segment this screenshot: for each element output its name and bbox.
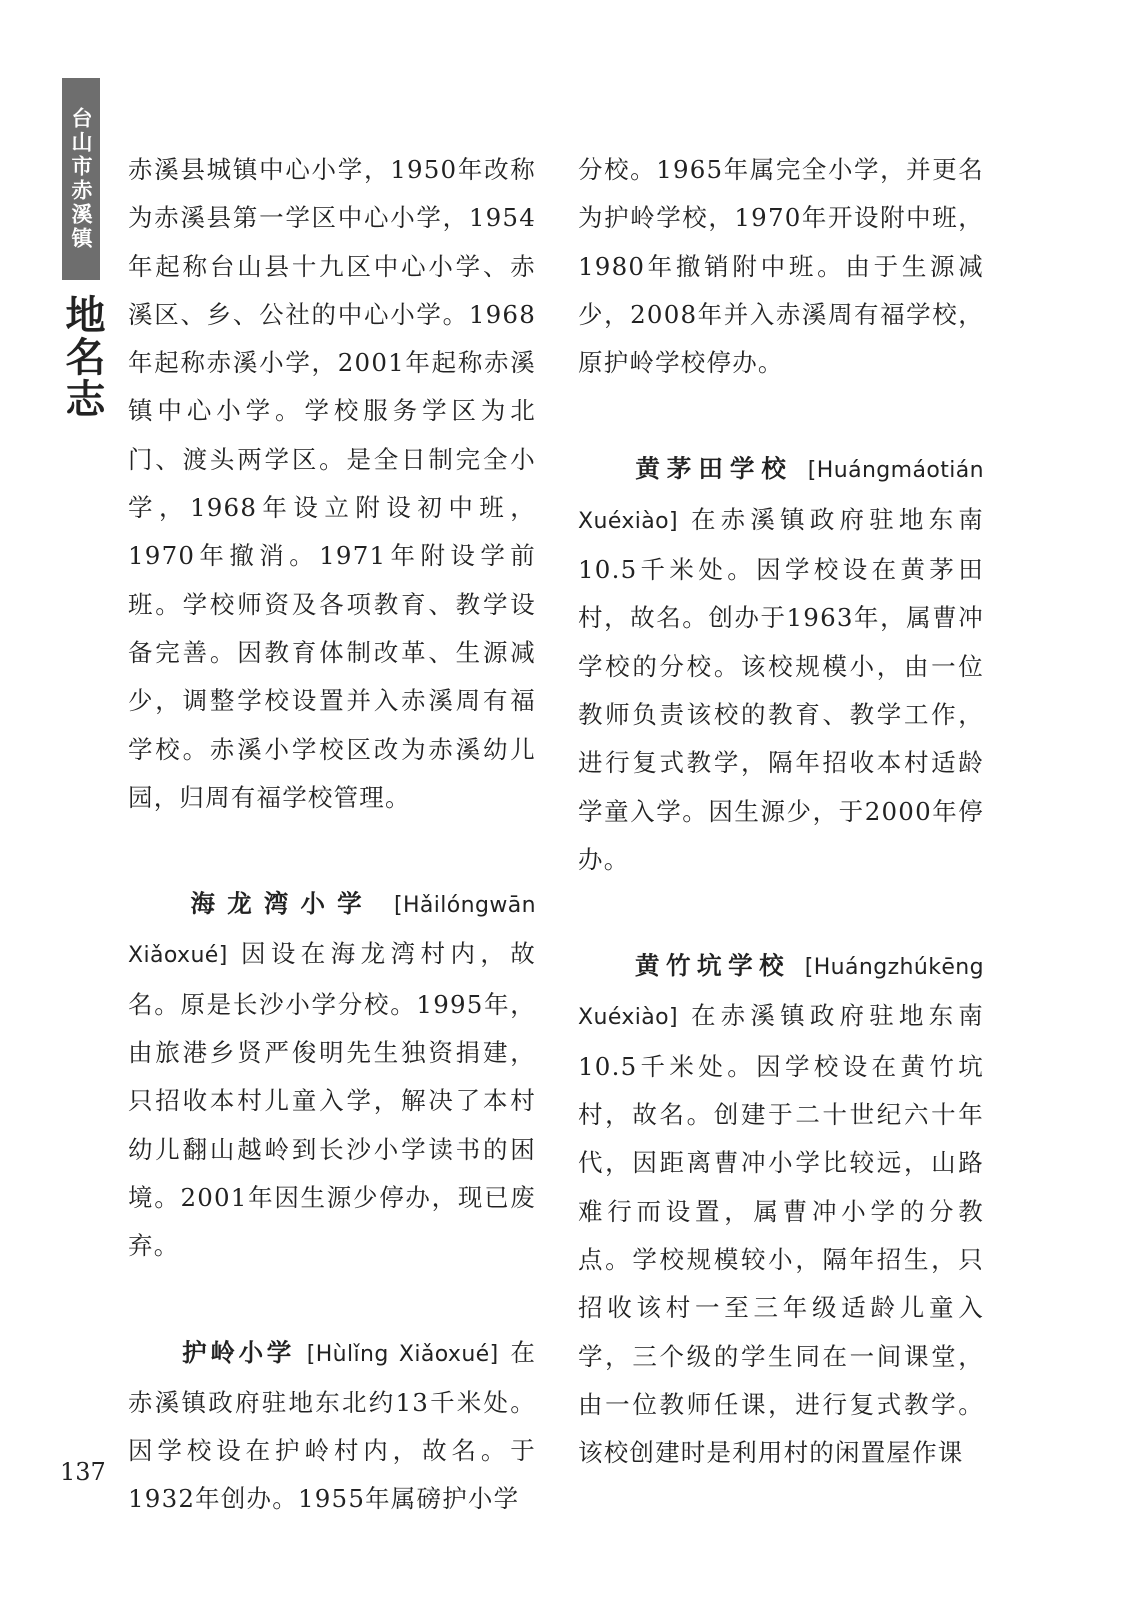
entry-pinyin: [Huángmáotián Xuéxiào] <box>578 458 984 534</box>
entry-text: 在赤溪镇政府驻地东南10.5千米处。因学校设在黄竹坑村，故名。创建于二十世纪六十年代，因距离曹冲小学比较远，山路难行而设置，属曹冲小学的分教点。学校规模较小，隔年招生，只招收该村一至三年级适龄儿童入学，三个级的学生同在一间课堂，由一位教师任课，进行复式教学。该校创建时是利用村的闲置屋作课 <box>578 1001 985 1468</box>
entry-text: 因设在海龙湾村内，故名。原是长沙小学分校。1995年，由旅港乡贤严俊明先生独资捐建，只招收本村儿童入学，解决了本村幼儿翻山越岭到长沙小学读书的困境。2001年因生源少停办，现已废弃。 <box>128 939 536 1261</box>
right-column <box>578 146 984 1477</box>
section-tab: 台山市赤溪镇 <box>62 78 100 280</box>
entry-pinyin: [Huángzhúkēng Xuéxiào] <box>578 955 985 1031</box>
entry-pinyin: [Hùlǐng Xiǎoxué] <box>306 1341 499 1367</box>
left-column <box>128 146 536 1524</box>
entry-huangmaotian <box>578 445 984 884</box>
entry-huling <box>128 1329 536 1524</box>
paragraph-continued: 赤溪县城镇中心小学，1950年改称为赤溪县第一学区中心小学，1954年起称台山县十九区中心小学、赤溪区、乡、公社的中心小学。1968年起称赤溪小学，2001年起称赤溪镇中心小学。学校服务学区为北门、渡头两学区。是全日制完全小学，1968年设立附设初中班，1970年撤消。1971年附设学前班。学校师资及各项教育、教学设备完善。因教育体制改革、生源减少，调整学校设置并入赤溪周有福学校。赤溪小学校区改为赤溪幼儿园，归周有福学校管理。 <box>128 155 536 812</box>
page-number: 137 <box>60 1458 106 1486</box>
entry-hailongwan <box>128 880 536 1270</box>
entry-title: 海龙湾小学 <box>179 889 374 919</box>
entry-text: 在赤溪镇政府驻地东北约13千米处。因学校设在护岭村内，故名。于1932年创办。1955年属磅护小学 <box>128 1337 537 1514</box>
entry-huangzhukeng <box>578 942 984 1477</box>
entry-title: 黄竹坑学校 <box>629 951 791 981</box>
entry-pinyin: [Hǎilóngwān Xiǎoxué] <box>128 893 536 969</box>
entry-text: 在赤溪镇政府驻地东南10.5千米处。因学校设在黄茅田村，故名。创办于1963年，属曹冲学校的分校。该校规模小，由一位教师负责该校的教育、教学工作，进行复式教学，隔年招收本村适龄学童入学。因生源少，于2000年停办。 <box>578 504 985 874</box>
paragraph-continued: 分校。1965年属完全小学，并更名为护岭学校，1970年开设附中班，1980年撤销附中班。由于生源减少，2008年并入赤溪周有福学校，原护岭学校停办。 <box>578 155 984 378</box>
book-title: 地名志 <box>59 294 105 420</box>
entry-title: 护岭小学 <box>179 1337 296 1367</box>
entry-title: 黄茅田学校 <box>629 454 793 484</box>
